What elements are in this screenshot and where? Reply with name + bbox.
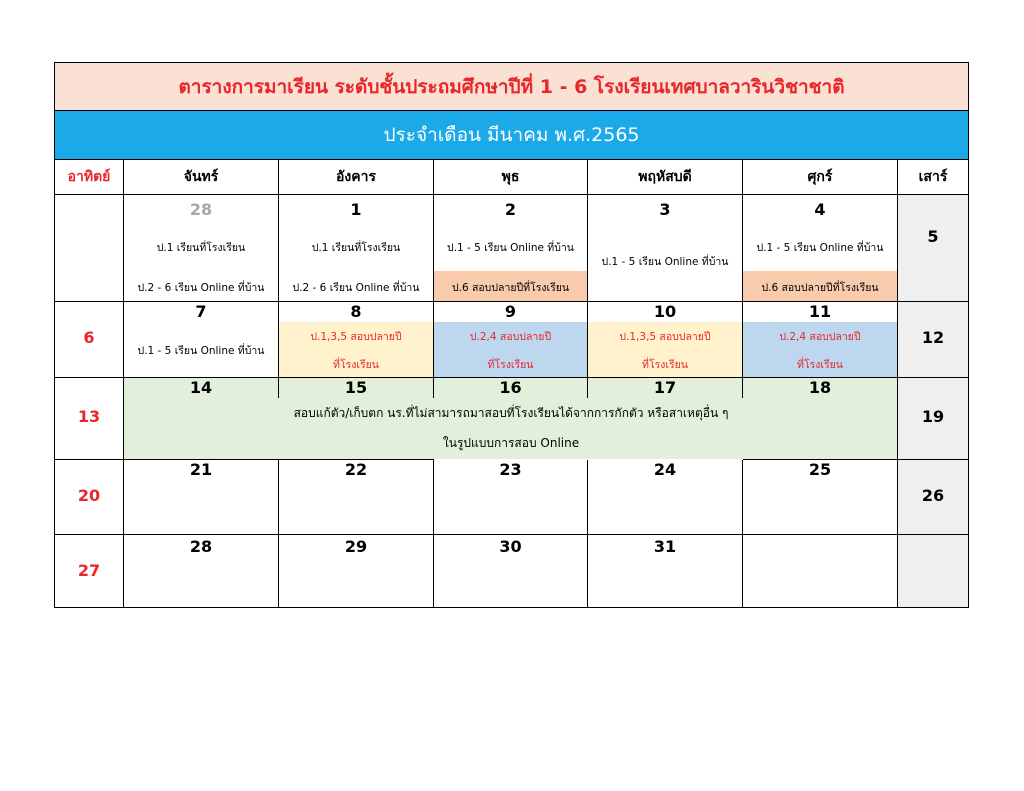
day-number: 7 <box>195 302 207 321</box>
header-thursday: พฤหัสบดี <box>588 160 743 195</box>
day-note: ป.6 สอบปลายปีที่โรงเรียน <box>761 282 879 294</box>
day-number: 31 <box>653 537 677 556</box>
day-cell <box>588 302 743 378</box>
day-number: 5 <box>927 227 939 246</box>
day-number: 2 <box>504 200 517 219</box>
day-note: ที่โรงเรียน <box>642 359 688 371</box>
header-sunday: อาทิตย์ <box>55 160 124 195</box>
day-number: 10 <box>653 302 677 321</box>
day-number: 17 <box>653 378 677 397</box>
day-cell <box>279 302 434 378</box>
day-note: ป.1 - 5 เรียน Online ที่บ้าน <box>447 242 574 254</box>
day-number: 20 <box>77 486 101 505</box>
day-cell-saturday <box>898 460 968 535</box>
day-cell-sunday <box>55 378 124 460</box>
day-number: 27 <box>77 561 101 580</box>
day-note: ป.2 - 6 เรียน Online ที่บ้าน <box>137 282 265 294</box>
day-cell <box>434 302 588 378</box>
day-number: 9 <box>504 302 517 321</box>
day-number: 11 <box>808 302 832 321</box>
day-note: ที่โรงเรียน <box>333 359 379 371</box>
day-number: 26 <box>921 486 945 505</box>
day-cell <box>124 195 279 302</box>
day-number: 29 <box>344 537 368 556</box>
day-note: ป.6 สอบปลายปีที่โรงเรียน <box>451 282 570 294</box>
day-number: 12 <box>921 328 945 347</box>
day-cell <box>124 302 279 378</box>
day-cell <box>124 535 279 607</box>
merged-note-line2: ในรูปแบบการสอบ Online <box>442 436 580 450</box>
day-note: ป.2,4 สอบปลายปี <box>469 331 552 343</box>
day-cell <box>434 535 588 607</box>
day-note: ป.1 - 5 เรียน Online ที่บ้าน <box>756 242 884 254</box>
day-cell-sunday <box>55 302 124 378</box>
day-number: 15 <box>344 378 368 397</box>
day-note: ที่โรงเรียน <box>797 359 843 371</box>
day-number: 19 <box>921 407 945 426</box>
day-number: 18 <box>808 378 832 397</box>
day-cell <box>743 460 898 535</box>
day-number: 1 <box>350 200 362 219</box>
day-number: 13 <box>77 407 101 426</box>
day-cell-saturday <box>898 535 968 607</box>
day-cell <box>743 302 898 378</box>
day-cell-saturday <box>898 378 968 460</box>
day-note: ป.2 - 6 เรียน Online ที่บ้าน <box>292 282 420 294</box>
header-wednesday: พุธ <box>434 160 588 195</box>
day-cell-sunday <box>55 460 124 535</box>
merged-note-line1: สอบแก้ตัว/เก็บตก นร.ที่ไม่สามารถมาสอบที่โรงเรียนได้จากการกักตัว หรือสาเหตุอื่น ๆ <box>293 406 729 420</box>
day-note: ป.1,3,5 สอบปลายปี <box>619 331 711 343</box>
day-number: 8 <box>350 302 362 321</box>
day-number: 30 <box>499 537 522 556</box>
day-cell <box>588 378 743 398</box>
calendar-table <box>54 62 969 608</box>
day-cell <box>743 195 898 302</box>
day-note: ป.1 เรียนที่โรงเรียน <box>311 242 401 254</box>
day-number: 3 <box>659 200 671 219</box>
header-saturday: เสาร์ <box>898 160 968 195</box>
day-cell <box>279 195 434 302</box>
day-number: 22 <box>344 460 368 479</box>
day-cell <box>588 535 743 607</box>
day-number: 25 <box>808 460 832 479</box>
day-number: 28 <box>189 200 213 219</box>
header-tuesday: อังคาร <box>279 160 434 195</box>
merged-note-area <box>125 398 897 459</box>
day-note: ป.1,3,5 สอบปลายปี <box>310 331 402 343</box>
day-note: ป.1 - 5 เรียน Online ที่บ้าน <box>137 345 265 357</box>
day-cell <box>588 195 743 302</box>
day-number: 21 <box>189 460 213 479</box>
day-number: 24 <box>653 460 677 479</box>
calendar-title: ตารางการมาเรียน ระดับชั้นประถมศึกษาปีที่ 1 - 6 โรงเรียนเทศบาลวารินวิชาชาติ <box>55 63 968 111</box>
day-note: ป.1 - 5 เรียน Online ที่บ้าน <box>601 256 729 268</box>
day-cell <box>434 378 588 398</box>
header-friday: ศุกร์ <box>743 160 898 195</box>
day-cell <box>434 195 588 302</box>
day-cell <box>434 460 588 535</box>
day-number: 4 <box>814 200 826 219</box>
day-number: 14 <box>189 378 213 397</box>
calendar-subtitle: ประจำเดือน มีนาคม พ.ศ.2565 <box>55 111 968 160</box>
day-cell-saturday <box>898 195 968 302</box>
day-cell <box>279 460 434 535</box>
day-number: 16 <box>499 378 522 397</box>
day-cell-sunday <box>55 535 124 607</box>
day-cell-empty <box>743 535 898 607</box>
day-number: 6 <box>83 328 95 347</box>
day-cell-empty <box>55 195 124 302</box>
day-number: 28 <box>189 537 213 556</box>
day-note: ที่โรงเรียน <box>487 359 534 371</box>
header-monday: จันทร์ <box>124 160 279 195</box>
day-cell <box>124 460 279 535</box>
day-cell <box>588 460 743 535</box>
day-number: 23 <box>499 460 522 479</box>
day-note: ป.1 เรียนที่โรงเรียน <box>156 242 246 254</box>
day-cell <box>279 378 434 398</box>
day-cell-saturday <box>898 302 968 378</box>
day-note: ป.2,4 สอบปลายปี <box>779 331 861 343</box>
day-cell <box>279 535 434 607</box>
